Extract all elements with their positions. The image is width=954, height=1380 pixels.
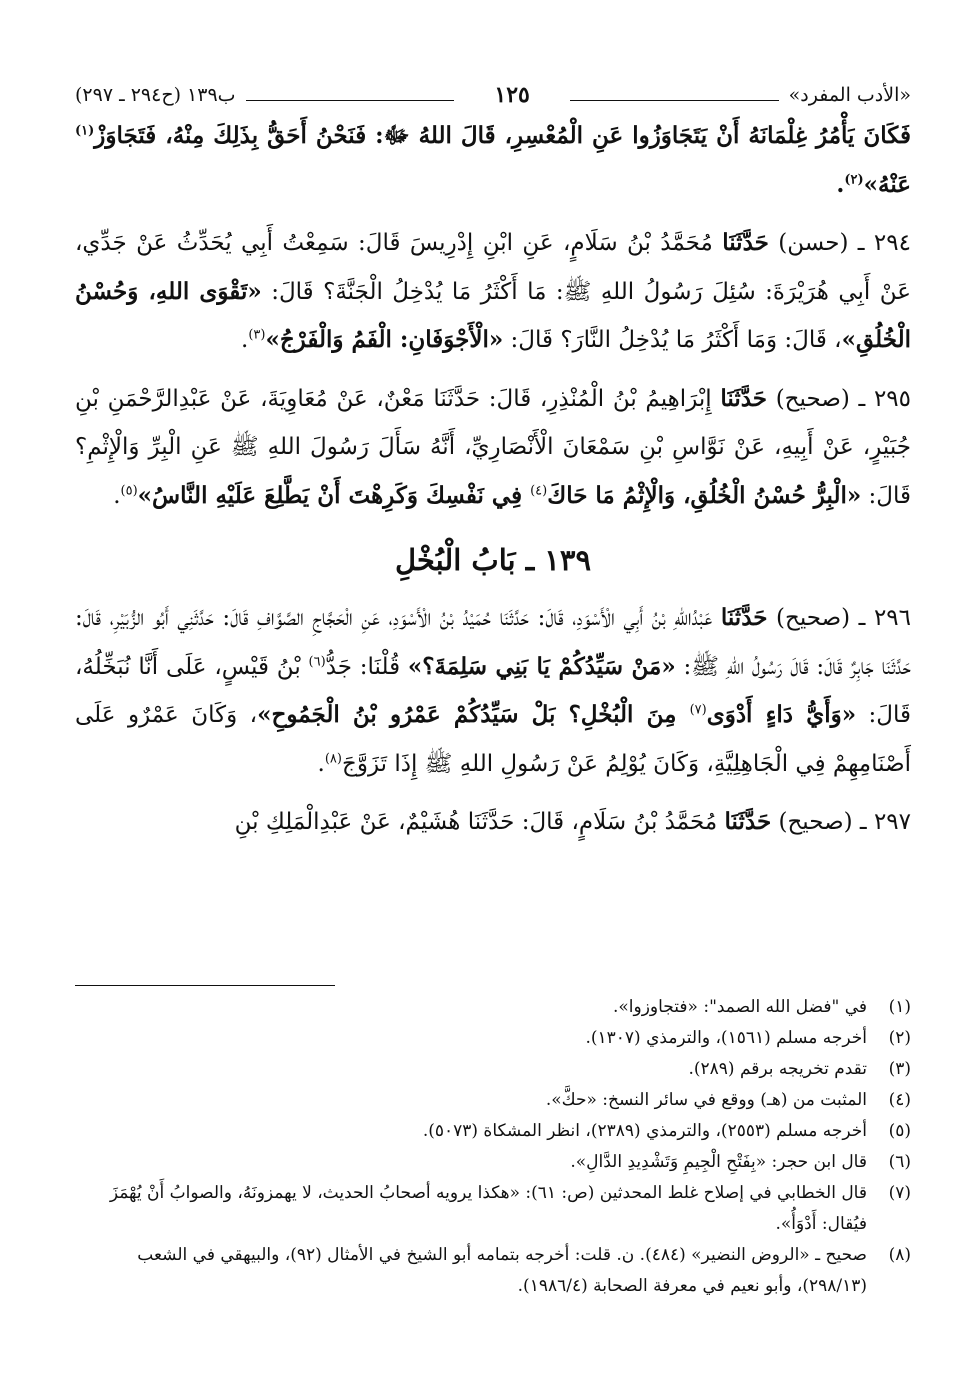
book-page — [75, 78, 911, 847]
section-reference: ب١٣٩ (ح٢٩٤ ـ ٢٩٧) — [75, 84, 236, 106]
chapter-title: ١٣٩ ـ بَابُ الْبُخْلِ — [394, 543, 592, 577]
footnote-text: قال ابن حجر: «بِفَتْحِ الْجِيمِ وَتَشْدِيدِ الدَّالِ». — [570, 1152, 867, 1172]
period: . — [317, 750, 325, 777]
period: . — [241, 327, 249, 353]
hadith-296-text4: ، وَكَانَ عَمْرٌو عَلَى أَصْنَامِهِمْ فِي الْجَاهِلِيَّةِ، وَكَانَ يُوْلِمُ عَنْ رَسُولِ اللهِ ﷺ إِذَا تَزَوَّجَ — [75, 702, 911, 777]
footnote-text: صحيح ـ «الروض النضير» (٤٨٤). ن. قلت: أخرجه بتمامه أبو الشيخ في الأمثال (٩٢)، والبيهقي في الشعب (٢٩٨/١٣)، وأبو نعيم في معرفة الصحابة (١٩٨٦/٤). — [137, 1245, 867, 1296]
hadith-295 — [75, 375, 911, 521]
footnote-number: (٥) — [888, 1121, 911, 1141]
hadith-293-line1: فَكَانَ يَأْمُرُ غِلْمَانَهُ أَنْ يَتَجَاوَزُوا عَنِ الْمُعْسِرِ، قَالَ اللهُ ﷻ: فَنَحْنُ أَحَقُّ بِذَلِكَ مِنْهُ، — [165, 122, 911, 149]
hadith-297-text1: مُحَمَّدُ بْنُ سَلَامٍ، قَالَ: حَدَّثَنَا هُشَيْمٌ، عَنْ عَبْدِالْمَلِكِ بْنِ — [234, 809, 725, 835]
hadith-296-quote1: «مَنْ سَيِّدُكُمْ يَا بَنِي سَلِمَةَ؟» — [407, 652, 676, 680]
footnote-number: (٢) — [888, 1028, 911, 1048]
reference-marker-5: (٥) — [120, 482, 138, 498]
footnote-marker-4: (٤) — [530, 482, 548, 498]
hadith-294 — [75, 219, 911, 365]
footnote-marker-6: (٦) — [308, 653, 326, 669]
hadith-293-line2b: عَنْهُ» — [863, 170, 911, 198]
footnote-text: تقدم تخريجه برقم (٢٨٩). — [688, 1059, 867, 1079]
footnote-text: أخرجه مسلم (١٥٦١)، والترمذي (١٣٠٧). — [585, 1028, 867, 1048]
hadith-296 — [75, 594, 911, 788]
page-number: ١٢٥ — [494, 82, 530, 108]
book-title: «الأدب المفرد» — [788, 84, 911, 106]
hadith-297 — [75, 798, 911, 847]
hadith-294-quote1: «تَقْوَى اللهِ، وَحُسْنُ الْخُلُقِ» — [75, 277, 911, 353]
footnote-number: (٣) — [888, 1059, 911, 1079]
hadith-294-number: ٢٩٤ ـ (حسن) — [768, 230, 911, 256]
hadith-296-number: ٢٩٦ ـ (صحيح) — [767, 605, 911, 631]
hadith-296-lead: حَدَّثَنَا — [720, 604, 768, 631]
footnote-separator — [75, 985, 335, 986]
hadith-296-text3: بْنُ قَيْسٍ، عَلَى أَنَّا نُبَخِّلُهُ، قَالَ: — [75, 653, 911, 728]
hadith-293-line2a: فَتَجَاوَزْ — [94, 122, 157, 149]
hadith-296-text2: قُلْنَا: جَدُّ — [325, 653, 408, 680]
footnote-marker-7: (٧) — [689, 702, 707, 718]
running-header — [75, 78, 911, 112]
footnote-number: (٤) — [888, 1090, 911, 1110]
footnote — [75, 992, 911, 1023]
footnote — [75, 1085, 911, 1116]
header-rule-right — [570, 90, 779, 101]
footnote-text: في "فضل الله الصمد": «فتجاوزوا». — [612, 997, 867, 1017]
hadith-295-lead: حَدَّثَنَا — [720, 384, 768, 412]
period: . — [113, 482, 121, 509]
hadith-295-quote2: فِي نَفْسِكَ وَكَرِهْتَ أَنْ يَطَّلِعَ عَلَيْهِ النَّاسُ» — [137, 481, 531, 509]
hadith-295-number: ٢٩٥ ـ (صحيح) — [767, 385, 912, 412]
hadith-296-quote2: «وَأَيُّ دَاءٍ أَدْوَى — [706, 701, 857, 728]
main-text — [75, 112, 911, 847]
footnote — [75, 1023, 911, 1054]
header-rule-left — [246, 90, 455, 101]
footnote — [75, 1178, 911, 1240]
hadith-294-text2: ، قَالَ: وَمَا أَكْثَرُ مَا يُدْخِلُ النَّارَ؟ قَالَ: — [503, 327, 842, 353]
hadith-296-quote3: مِنَ الْبُخْلِ؟ بَلْ سَيِّدُكُمْ عَمْرُو بْنُ الْجَمُوحِ» — [257, 701, 690, 728]
footnote-number: (١) — [888, 997, 911, 1017]
footnote — [75, 1116, 911, 1147]
footnote-number: (٦) — [888, 1152, 911, 1172]
footnote-text: قال الخطابي في إصلاح غلط المحدثين (ص: ٦١): «هكذا يرويه أصحابُ الحديث، لا يهمزونَهُ، والصوابُ أَنْ يُهْمَزَ فيُقال: أَدْوَأُ». — [109, 1183, 867, 1234]
hadith-294-quote2: «الْأَجْوَفَانِ: الْفَمُ وَالْفَرْجُ» — [265, 326, 504, 353]
reference-marker-3: (٣) — [248, 327, 266, 343]
hadith-295-quote1: «الْبِرُّ حُسْنُ الْخُلُقِ، وَالْإِثْمُ مَا حَاكَ — [547, 481, 862, 509]
footnote — [75, 1054, 911, 1085]
reference-marker-2: (٢) — [844, 171, 864, 187]
footnotes — [75, 992, 911, 1302]
hadith-296-text1: عَبْدُاللهِ بْنُ أَبِي الْأَسْوَدِ، قَالَ: حَدَّثَنَا حُمَيْدُ بْنُ الْأَسْوَدِ، عَنِ الْحَجَّاجِ الصَّوَّافِ قَالَ: حَدَّثَنِي أَبُو الزُّبَيْرِ، قَالَ: حَدَّثَنَا جَابِرٌ قَالَ: قَالَ رَسُولُ اللهِ ﷺ: — [75, 605, 912, 680]
period: . — [836, 170, 845, 198]
hadith-294-lead: حَدَّثَنَا — [722, 229, 769, 256]
hadith-297-number: ٢٩٧ ـ (صحيح) — [771, 809, 911, 835]
footnote-marker-1: (١) — [75, 123, 95, 139]
footnote-number: (٨) — [888, 1245, 911, 1265]
hadith-297-lead: حَدَّثَنَا — [724, 808, 772, 835]
footnote-number: (٧) — [888, 1183, 911, 1203]
footnote — [75, 1147, 911, 1178]
footnote-text: المثبت من (هـ) ووقع في سائر النسخ: «حكَّ». — [545, 1090, 867, 1110]
hadith-293-ending — [75, 112, 911, 209]
reference-marker-8: (٨) — [324, 750, 342, 766]
hadith-294-text1: مُحَمَّدُ بْنُ سَلَامٍ، عَنِ ابْنِ إِدْرِيسَ قَالَ: سَمِعْتُ أَبِي يُحَدِّثُ عَنْ جَدِّي، عَنْ أَبِي هُرَيْرَةَ: سُئِلَ رَسُولُ اللهِ ﷺ: مَا أَكْثَرُ مَا يُدْخِلُ الْجَنَّةَ؟ قَالَ: — [75, 230, 911, 305]
footnote — [75, 1240, 911, 1302]
footnote-text: أخرجه مسلم (٢٥٥٣)، والترمذي (٢٣٨٩)، انظر المشكاة (٥٠٧٣). — [422, 1121, 867, 1141]
hadith-295-text1: إِبْرَاهِيمُ بْنُ الْمُنْذِرِ، قَالَ: حَدَّثَنَا مَعْنٌ، عَنْ مُعَاوِيَةَ، عَنْ عَبْدِالرَّحْمَنِ بْنِ جُبَيْرٍ، عَنْ أَبِيهِ، عَنْ نَوَّاسِ بْنِ سَمْعَانَ الْأَنْصَارِيِّ، أَنَّهُ سَأَلَ رَسُولَ اللهِ ﷺ عَنِ الْبِرِّ وَالْإِثْمِ؟ قَالَ: — [75, 385, 911, 509]
